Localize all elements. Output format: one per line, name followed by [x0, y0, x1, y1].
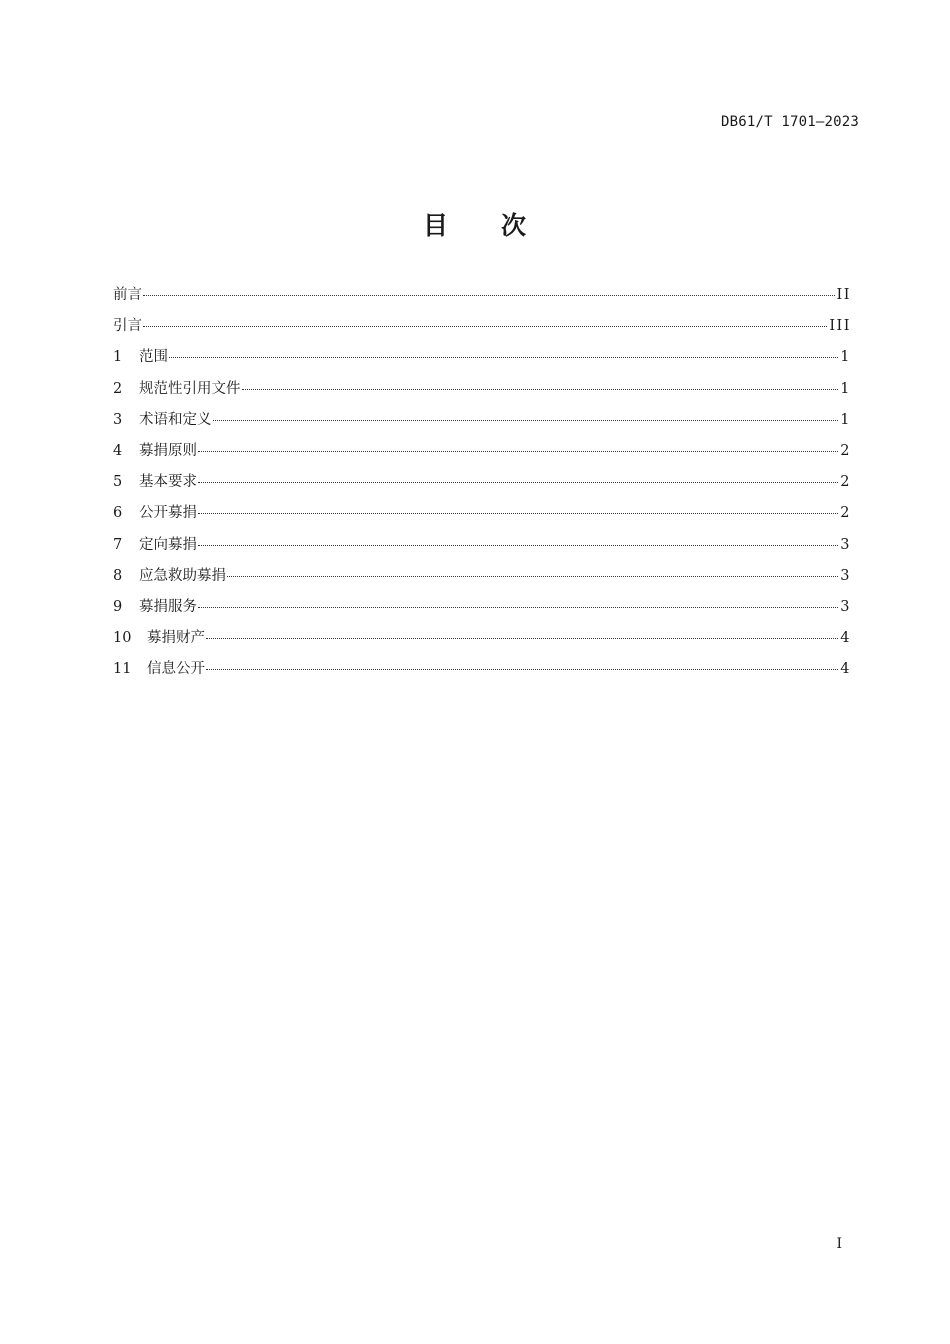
toc-entry-page: 3 [840, 536, 851, 553]
toc-entry-label: 募捐原则 [139, 442, 197, 459]
toc-leader-dots [213, 419, 839, 421]
toc-entry-page: 3 [840, 567, 851, 584]
toc-entry-page: 2 [840, 505, 851, 522]
toc-entry-label: 范围 [139, 349, 168, 366]
toc-entry-label: 募捐服务 [139, 598, 197, 615]
toc-entry-page: 1 [840, 380, 851, 397]
toc-entry-page: 4 [840, 630, 851, 647]
toc-leader-dots [227, 575, 838, 577]
toc-entry-fundraising-services[interactable] [113, 595, 851, 626]
toc-entry-number: 3 [113, 411, 123, 428]
toc-entry-page: 2 [840, 474, 851, 491]
toc-leader-dots [198, 544, 838, 546]
toc-entry-fundraising-property[interactable] [113, 626, 851, 657]
toc-leader-dots [143, 325, 827, 327]
toc-entry-page: 4 [840, 661, 851, 678]
toc-entry-introduction[interactable] [113, 314, 851, 345]
toc-leader-dots [169, 356, 838, 358]
toc-entry-number: 5 [113, 474, 123, 491]
toc-leader-dots [206, 668, 838, 670]
toc-entry-label: 募捐财产 [147, 630, 205, 647]
toc-entry-page: 2 [840, 442, 851, 459]
toc-leader-dots [143, 294, 835, 296]
toc-entry-label: 引言 [113, 318, 142, 335]
toc-entry-normative-references[interactable] [113, 377, 851, 408]
toc-leader-dots [198, 606, 838, 608]
toc-entry-number: 10 [113, 630, 132, 647]
toc-entry-page: 1 [840, 349, 851, 366]
toc-entry-page: 3 [840, 598, 851, 615]
toc-entry-principles[interactable] [113, 439, 851, 470]
toc-leader-dots [198, 481, 838, 483]
toc-entry-directed-fundraising[interactable] [113, 533, 851, 564]
toc-entry-label: 信息公开 [147, 661, 205, 678]
page-number: I [836, 1236, 843, 1252]
toc-entry-label: 公开募捐 [139, 505, 197, 522]
toc-title: 目 次 [422, 211, 527, 240]
toc-entry-label: 前言 [113, 287, 142, 303]
toc-entry-page: II [836, 287, 851, 303]
toc-entry-label: 术语和定义 [139, 411, 212, 428]
toc-entry-page: III [829, 318, 851, 335]
toc-entry-emergency-fundraising[interactable] [113, 564, 851, 595]
toc-entry-number: 7 [113, 536, 123, 553]
toc-leader-dots [198, 512, 838, 514]
toc-entry-number: 8 [113, 567, 123, 584]
toc-leader-dots [198, 450, 838, 452]
toc-entry-information-disclosure[interactable] [113, 657, 851, 688]
document-code: DB61/T 1701—2023 [720, 114, 859, 130]
toc-entry-public-fundraising[interactable] [113, 501, 851, 532]
toc-entry-label: 应急救助募捐 [139, 567, 226, 584]
toc-entry-scope[interactable] [113, 345, 851, 376]
toc-entry-number: 1 [113, 349, 123, 366]
toc-entry-label: 规范性引用文件 [139, 380, 241, 397]
toc-entry-number: 9 [113, 598, 123, 615]
toc-entry-label: 基本要求 [139, 474, 197, 491]
table-of-contents [113, 283, 851, 688]
toc-entry-number: 11 [113, 661, 132, 678]
toc-entry-terms-definitions[interactable] [113, 408, 851, 439]
toc-leader-dots [206, 637, 838, 639]
toc-entry-number: 2 [113, 380, 123, 397]
toc-leader-dots [242, 388, 839, 390]
toc-entry-basic-requirements[interactable] [113, 470, 851, 501]
toc-entry-number: 6 [113, 505, 123, 522]
toc-entry-label: 定向募捐 [139, 536, 197, 553]
toc-entry-number: 4 [113, 442, 123, 459]
toc-entry-foreword[interactable] [113, 283, 851, 314]
toc-entry-page: 1 [840, 411, 851, 428]
